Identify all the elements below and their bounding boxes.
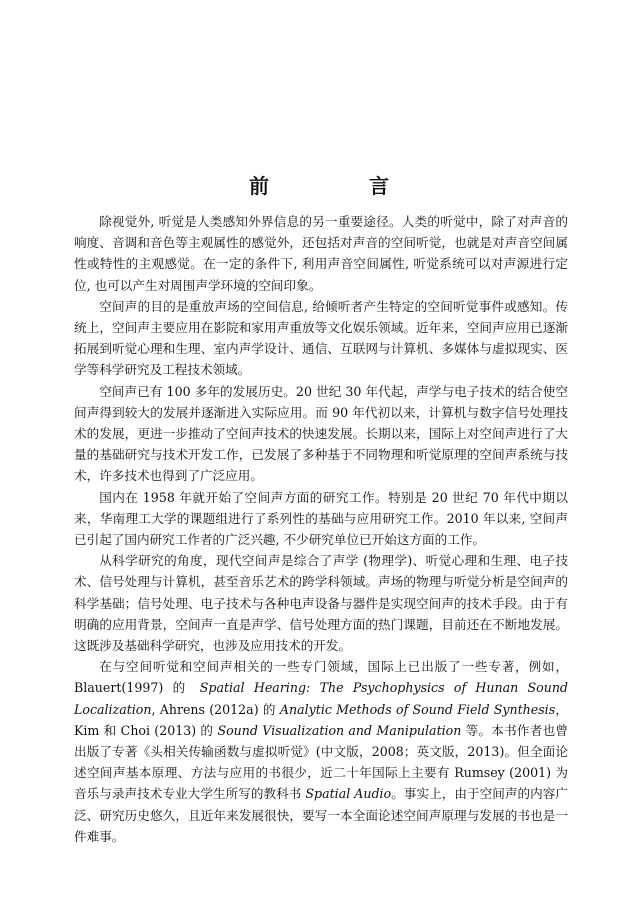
book-title-spatial-hearing: Spatial Hearing: The Psychophysics of Hunan Sound Localization [74, 680, 568, 717]
paragraph-6-text: ，Kim 和 Choi (2013) 的 [74, 701, 569, 738]
book-title-analytic-methods: Analytic Methods of Sound Field Synthesis [279, 701, 556, 717]
preface-body [74, 211, 568, 847]
paragraph-2: 空间声的目的是重放声场的空间信息, 给倾听者产生特定的空间听觉事件或感知。传统上，空间声主要应用在影院和家用声重放等文化娱乐领域。近年来，空间声应用已逐渐拓展到听觉心理和生理、室内声学设计、通信、互联网与计算机、多媒体与虚拟现实、医学等科学研究及工程技术领域。 [74, 298, 568, 378]
paragraph-3: 空间声已有 100 多年的发展历史。20 世纪 30 年代起，声学与电子技术的结合使空间声得到较大的发展并逐渐进入实际应用。而 90 年代初以来，计算机与数字信号处理技术的发展，更进一步推动了空间声技术的快速发展。长期以来，国际上对空间声进行了大量的基础研究与技术开发工作，已发展了多种基于不同物理和听觉原理的空间声系统与技术，许多技术也得到了广泛应用。 [74, 383, 568, 484]
paragraph-1: 除视觉外, 听觉是人类感知外界信息的另一重要途径。人类的听觉中，除了对声音的响度、音调和音色等主观属性的感觉外，还包括对声音的空间听觉，也就是对声音空间属性或特性的主观感觉。在一定的条件下, 利用声音空间属性, 听觉系统可以对声源进行定位, 也可以产生对周围声学环境的空间印象。 [74, 214, 568, 293]
paragraph-6-text: 在与空间听觉和空间声相关的一些专门领域，国际上已出版了一些专著，例如，Blauert(1997) 的 [74, 659, 568, 696]
page-title: 前 言 [249, 174, 429, 198]
paragraph-6-text: , Ahrens (2012a) 的 [151, 701, 280, 717]
book-title-sound-visualization: Sound Visualization and Manipulation [217, 722, 462, 738]
paragraph-6-text: 等。本书作者也曾出版了专著《头相关传输函数与虚拟听觉》(中文版，2008；英文版，2013)。但全面论述空间声基本原理、方法与应用的书很少，近二十年国际上主要有 Rumsey (2001) 为音乐与录声技术专业大学生所写的教科书 [74, 722, 568, 802]
paragraph-5: 从科学研究的角度，现代空间声是综合了声学 (物理学)、听觉心理和生理、电子技术、信号处理与计算机，甚至音乐艺术的跨学科领域。声场的物理与听觉分析是空间声的科学基础；信号处理、电子技术与各种电声设备与器件是实现空间声的技术手段。由于有明确的应用背景，空间声一直是声学、信号处理方面的热门课题，目前还在不断地发展。这既涉及基础科学研究，也涉及应用技术的开发。 [74, 553, 568, 654]
paragraph-6 [74, 656, 568, 847]
paragraph-6-text: 。事实上，由于空间声的内容广泛、研究历史悠久，且近年来发展很快，要写一本全面论述空间声原理与发展的书也是一件难事。 [74, 786, 569, 844]
paragraph-4: 国内在 1958 年就开始了空间声方面的研究工作。特别是 20 世纪 70 年代中期以来，华南理工大学的课题组进行了系列性的基础与应用研究工作。2010 年以来, 空间声已引起了国内研究工作者的广泛兴趣, 不少研究单位已开始这方面的工作。 [74, 489, 568, 548]
book-title-spatial-audio: Spatial Audio [305, 786, 392, 802]
